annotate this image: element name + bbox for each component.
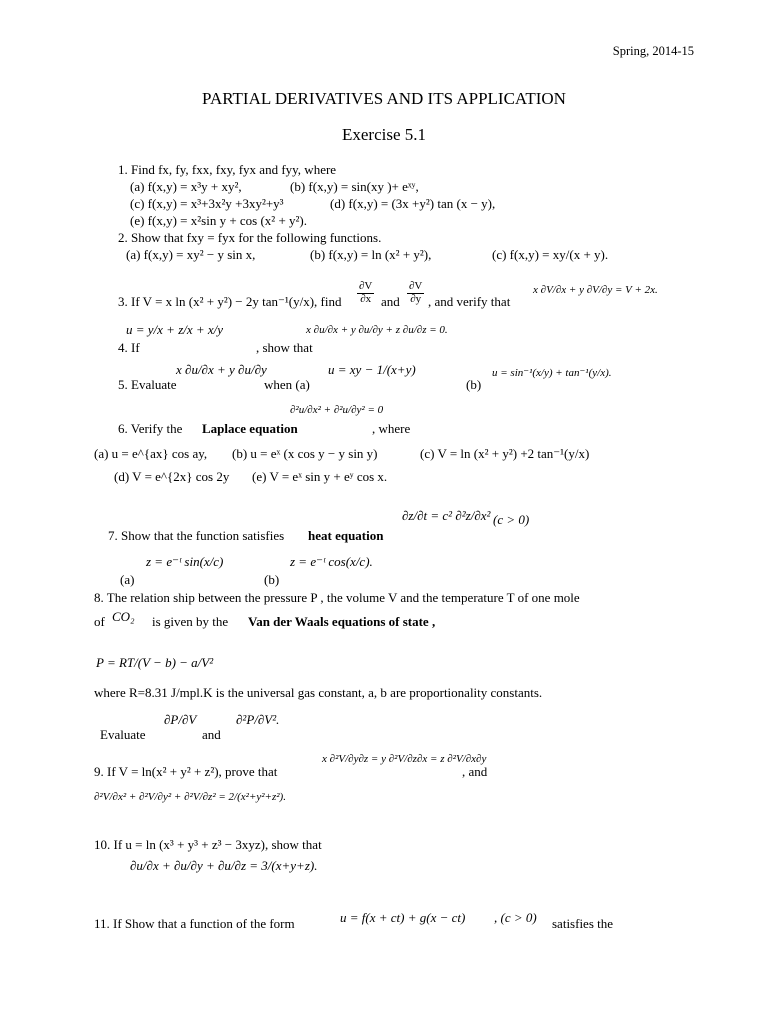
q5-b-eq: u = sin⁻¹(x/y) + tan⁻¹(y/x). [492, 367, 612, 379]
q3-frac2-den: ∂y [410, 292, 422, 305]
q1-a: (a) f(x,y) = x³y + xy², [130, 179, 242, 194]
q3-frac1-num: ∂V [359, 280, 373, 292]
q1-b: (b) f(x,y) = sin(xy )+ eˣʸ, [290, 179, 419, 194]
exercise-title: Exercise 5.1 [341, 125, 427, 144]
q4-label: 4. If [118, 340, 140, 355]
q8-eq: P = RT/(V − b) − a/V² [96, 655, 214, 670]
q1-d: (d) f(x,y) = (3x +y²) tan (x − y), [330, 196, 496, 211]
q6-laplace: Laplace equation [202, 421, 298, 436]
q2-c: (c) f(x,y) = xy/(x + y). [492, 247, 609, 262]
q5-when: when (a) [264, 377, 310, 392]
q8-line1: 8. The relation ship between the pressure P , the volume V and the temperature T of one mole [94, 590, 580, 605]
q5-label: 5. Evaluate [118, 377, 177, 392]
q3-text: 3. If V = x ln (x² + y²) − 2y tan⁻¹(y/x), find [118, 294, 342, 309]
q7-heat-eq: ∂z/∂t = c² ∂²z/∂x² [402, 508, 491, 523]
q9-and: , and [462, 764, 488, 779]
q7-b: (b) [264, 572, 280, 587]
q6-b: (b) u = eˣ (x cos y − y sin y) [232, 446, 378, 461]
q4-u-eq: u = y/x + z/x + x/y [126, 322, 224, 337]
q3-and: and [381, 294, 400, 309]
q7-a: (a) [120, 572, 135, 587]
q9-eq1: x ∂²V/∂y∂z = y ∂²V/∂z∂x = z ∂²V/∂x∂y [322, 753, 487, 765]
q10-eq: ∂u/∂x + ∂u/∂y + ∂u/∂z = 3/(x+y+z). [130, 858, 318, 873]
q11-cond: , (c > 0) [494, 910, 537, 925]
q4-show: , show that [256, 340, 313, 355]
q6-label: 6. Verify the [118, 421, 183, 436]
q11-tail: satisfies the [552, 916, 614, 931]
q8-where: where R=8.31 J/mpl.K is the universal gas constant, a, b are proportionality constants. [94, 685, 543, 700]
q8-of: of [94, 614, 105, 629]
q2-intro: 2. Show that fxy = fyx for the following functions. [118, 230, 382, 245]
q5-b-label: (b) [466, 377, 482, 392]
q3-frac1-den: ∂x [360, 292, 372, 305]
q9-text: 9. If V = ln(x² + y² + z²), prove that [94, 764, 278, 779]
q3-frac-dvdy [406, 281, 425, 305]
q8-evaluate: Evaluate [100, 727, 146, 742]
semester-label: Spring, 2014-15 [612, 44, 694, 58]
q11-eq: u = f(x + ct) + g(x − ct) [340, 910, 466, 925]
q7-b-eq: z = e⁻ᵗ cos(x/c). [290, 554, 373, 569]
q3-verify: , and verify that [428, 294, 511, 309]
q1-intro: 1. Find fx, fy, fxx, fxy, fyx and fyy, where [118, 162, 337, 177]
q5-expr: x ∂u/∂x + y ∂u/∂y [176, 362, 267, 377]
q7-heat: heat equation [308, 528, 384, 543]
q6-c: (c) V = ln (x² + y²) +2 tan⁻¹(y/x) [420, 446, 590, 461]
q8-and: and [202, 727, 221, 742]
q6-laplace-eq: ∂²u/∂x² + ∂²u/∂y² = 0 [290, 404, 384, 416]
q10-text: 10. If u = ln (x³ + y³ + z³ − 3xyz), show that [94, 837, 322, 852]
q4-show-eq: x ∂u/∂x + y ∂u/∂y + z ∂u/∂z = 0. [306, 324, 448, 336]
q6-where: , where [372, 421, 411, 436]
q6-a: (a) u = e^{ax} cos ay, [94, 446, 208, 461]
q3-frac-dvdx [356, 281, 375, 305]
q2-a: (a) f(x,y) = xy² − y sin x, [126, 247, 256, 262]
page-title: PARTIAL DERIVATIVES AND ITS APPLICATION [202, 89, 566, 108]
q6-d: (d) V = e^{2x} cos 2y [114, 469, 230, 484]
q7-label: 7. Show that the function satisfies [108, 528, 285, 543]
q9-eq2: ∂²V/∂x² + ∂²V/∂y² + ∂²V/∂z² = 2/(x²+y²+z²). [94, 791, 286, 803]
q8-d1: ∂P/∂V [164, 712, 197, 727]
q2-b: (b) f(x,y) = ln (x² + y²), [310, 247, 432, 262]
q3-verify-eq: x ∂V/∂x + y ∂V/∂y = V + 2x. [533, 284, 658, 296]
q7-cond: (c > 0) [493, 512, 530, 527]
q11-text: 11. If Show that a function of the form [94, 916, 295, 931]
q8-line2: is given by the [152, 614, 229, 629]
q8-co2: CO₂ [112, 609, 135, 624]
q6-e: (e) V = eˣ sin y + eʸ cos x. [252, 469, 388, 484]
q5-a-eq: u = xy − 1/(x+y) [328, 362, 416, 377]
q3-frac2-num: ∂V [409, 280, 423, 292]
q8-d2: ∂²P/∂V². [236, 712, 280, 727]
q1-e: (e) f(x,y) = x²sin y + cos (x² + y²). [130, 213, 308, 228]
q7-a-eq: z = e⁻ᵗ sin(x/c) [146, 554, 224, 569]
q1-c: (c) f(x,y) = x³+3x²y +3xy²+y³ [130, 196, 284, 211]
q8-vdw: Van der Waals equations of state , [248, 614, 436, 629]
